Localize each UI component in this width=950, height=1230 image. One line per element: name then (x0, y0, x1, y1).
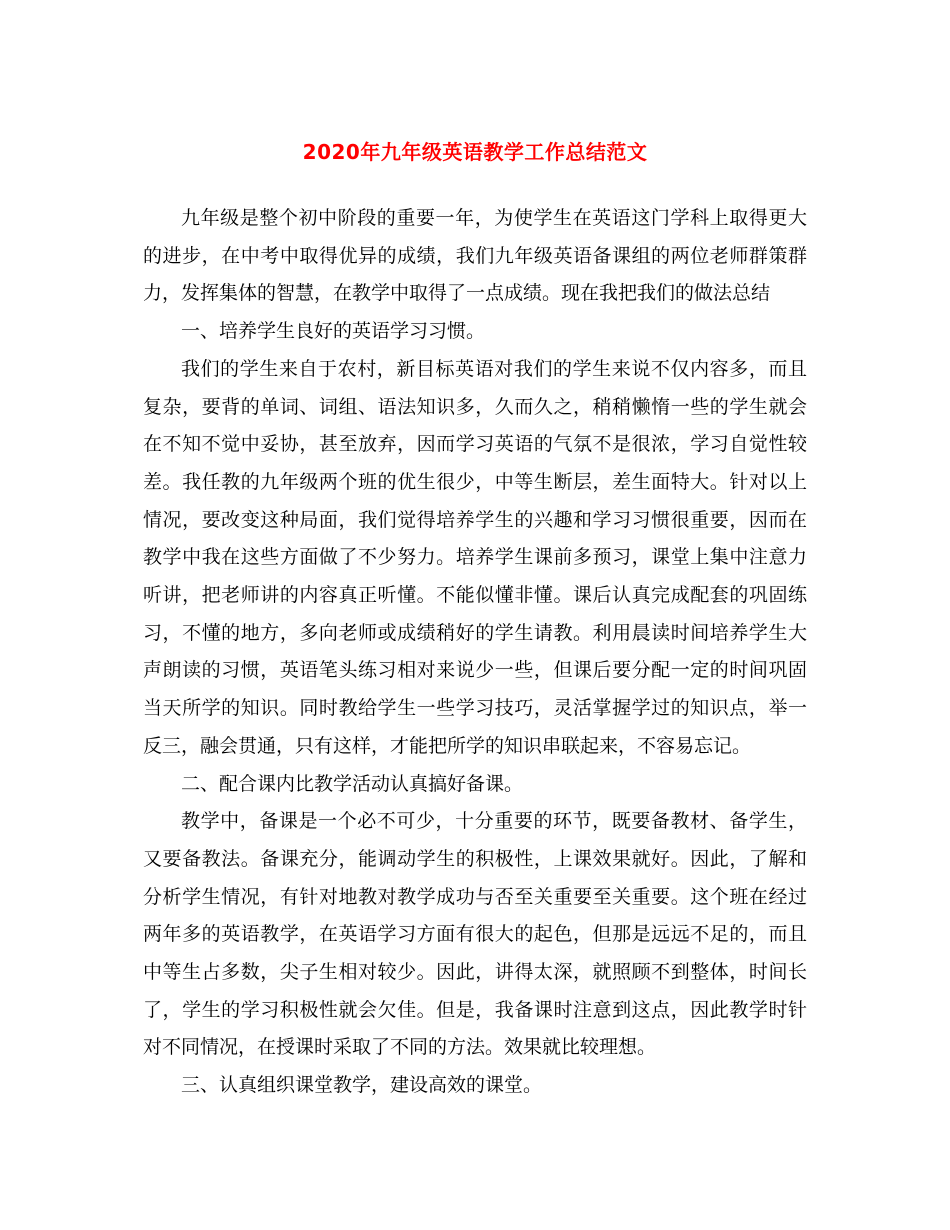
section-heading-1: 一、培养学生良好的英语学习习惯。 (181, 320, 486, 343)
document-title: 2020年九年级英语教学工作总结范文 (302, 140, 648, 164)
section-heading-3: 三、认真组织课堂教学，建设高效的课堂。 (181, 1074, 543, 1097)
paragraph-section-2: 教学中，备课是一个必不可少，十分重要的环节，既要备教材、备学生，又要备教法。备课充分，能调动学生的积极性，上课效果就好。因此，了解和分析学生情况，有针对地教对教学成功与否至关重要至关重要。这个班在经过两年多的英语教学，在英语学习方面有很大的起色，但那是远远不足的，而且中等生占多数，尖子生相对较少。因此，讲得太深，就照顾不到整体，时间长了，学生的学习积极性就会欠佳。但是，我备课时注意到这点，因此教学时针对不同情况，在授课时采取了不同的方法。效果就比较理想。 (143, 810, 807, 1059)
paragraph-intro: 九年级是整个初中阶段的重要一年，为使学生在英语这门学科上取得更大的进步，在中考中取得优异的成绩，我们九年级英语备课组的两位老师群策群力，发挥集体的智慧，在教学中取得了一点成绩。现在我把我们的做法总结 (143, 207, 807, 305)
document-body (143, 200, 807, 1105)
section-heading-2: 二、配合课内比教学活动认真搞好备课。 (181, 772, 524, 795)
paragraph-section-1: 我们的学生来自于农村，新目标英语对我们的学生来说不仅内容多，而且复杂，要背的单词、词组、语法知识多，久而久之，稍稍懒惰一些的学生就会在不知不觉中妥协，甚至放弃，因而学习英语的气氛不是很浓，学习自觉性较差。我任教的九年级两个班的优生很少，中等生断层，差生面特大。针对以上情况，要改变这种局面，我们觉得培养学生的兴趣和学习习惯很重要，因而在教学中我在这些方面做了不少努力。培养学生课前多预习，课堂上集中注意力听讲，把老师讲的内容真正听懂。不能似懂非懂。课后认真完成配套的巩固练习，不懂的地方，多向老师或成绩稍好的学生请教。利用晨读时间培养学生大声朗读的习惯，英语笔头练习相对来说少一些，但课后要分配一定的时间巩固当天所学的知识。同时教给学生一些学习技巧，灵活掌握学过的知识点，举一反三，融会贯通，只有这样，才能把所学的知识串联起来，不容易忘记。 (143, 357, 807, 757)
